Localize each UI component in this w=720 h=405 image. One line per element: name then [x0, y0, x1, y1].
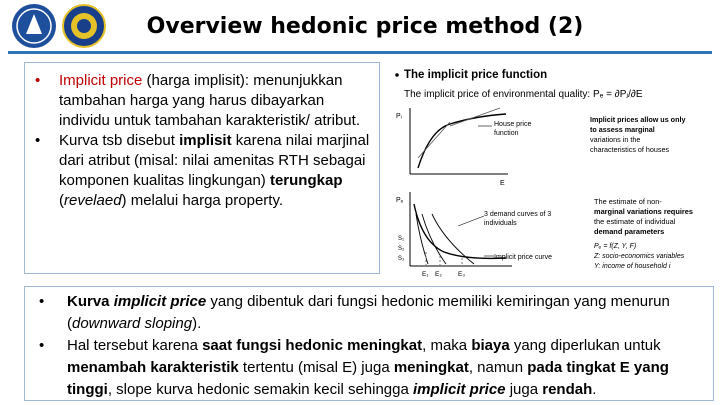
left-text-box: [24, 62, 380, 274]
house-price-label-1: House price: [494, 121, 532, 128]
university-emblem-icon: [12, 4, 56, 48]
text-run: Hal tersebut karena: [67, 337, 203, 354]
bold-run: terungkap: [269, 172, 343, 189]
left-bullet-implicit-price: [31, 71, 373, 131]
e1-label: E₁: [422, 271, 429, 278]
left-bullet-list: [25, 63, 379, 211]
text-run: yang dibentuk dari fungsi hedonic memiliki kemiringan yang menurun (: [67, 293, 670, 332]
implicit-price-curve-label: Implicit price curve: [494, 254, 552, 261]
note-top-line-4: characteristics of houses: [590, 145, 670, 154]
bold-italic-run: implicit price: [413, 381, 506, 398]
bullet-dot: •: [35, 132, 41, 149]
figure-heading: The implicit price function: [404, 69, 548, 81]
text-run: ) melalui harga property.: [121, 192, 284, 209]
note-bottom-line-1: The estimate of non-: [594, 197, 662, 206]
italic-run: revelaed: [64, 192, 122, 209]
italic-run: downward sloping: [72, 315, 193, 332]
bold-run: saat fungsi hedonic meningkat: [202, 337, 423, 354]
text-run: Kurva tsb disebut: [59, 132, 180, 149]
bold-run: menambah karakteristik: [67, 359, 239, 376]
legend-y: Y: income of household i: [594, 263, 671, 270]
bold-run: meningkat: [393, 359, 469, 376]
top-y-label: Pᵢ: [396, 113, 402, 120]
demand-label-1: 3 demand curves of 3: [484, 211, 552, 218]
bottom-y-label: Pₑ: [396, 197, 404, 204]
left-bullet-implisit: [31, 131, 373, 211]
bullet-dot: •: [35, 72, 41, 89]
note-bottom-line-3: the estimate of individual: [594, 217, 676, 226]
text-run: karena nilai marjinal dari atribut (misal: nilai amenitas RTH sebagai komponen kualitas lingkungan): [59, 132, 370, 189]
bullet-dot: •: [39, 293, 45, 310]
e2-label: E₂: [435, 271, 442, 278]
text-run: (: [59, 192, 64, 209]
term-implicit-price: Implicit price: [59, 72, 143, 89]
bold-run: rendah: [542, 381, 593, 398]
e3-label: E₃: [458, 271, 465, 278]
bold-italic-run: implicit price: [113, 293, 207, 310]
bold-run: biaya: [471, 337, 510, 354]
university-logo: [12, 4, 56, 48]
ministry-emblem-icon: [64, 6, 104, 46]
implicit-price-figure: [388, 64, 716, 286]
bold-run: implisit: [179, 132, 232, 149]
bottom-bullet-list: [25, 287, 713, 401]
s1-label: S₁: [398, 236, 405, 242]
bottom-bullet-downward-sloping: [31, 291, 707, 335]
figure-bullet: [395, 73, 399, 77]
legend-z: Z: socio-economics variables: [594, 253, 685, 260]
text-run: ).: [192, 315, 202, 332]
note-top-line-1: Implicit prices allow us only: [590, 115, 686, 124]
s3-label: S₃: [398, 256, 405, 262]
figure-formula: The implicit price of environmental quality: Pₑ = ∂Pⱼ/∂E: [404, 89, 643, 100]
s2-label: S₂: [398, 246, 405, 252]
text-run: tertentu (misal E) juga: [238, 359, 394, 376]
demand-label-2: individuals: [484, 220, 517, 227]
title-divider: [8, 51, 712, 54]
note-bottom-line-2: marginal variations requires: [594, 207, 693, 216]
bottom-bullet-explanation: [31, 335, 707, 401]
text-run: juga: [505, 381, 543, 398]
text-run: yang diperlukan untuk: [509, 337, 661, 354]
slide-title: Overview hedonic price method (2): [146, 14, 584, 39]
note-bottom-line-4: demand parameters: [594, 227, 665, 236]
bullet-text: (harga implisit): menunjukkan tambahan harga yang harus dibayarkan individu untuk tambahan karakteristik/ atribut.: [59, 72, 360, 129]
house-price-label-2: function: [494, 130, 519, 137]
note-top-line-2: to assess marginal: [590, 125, 655, 134]
text-run: , slope kurva hedonic semakin kecil sehingga: [107, 381, 413, 398]
demand-formula: Pₑ = f(Z, Y, F): [594, 243, 637, 250]
bullet-dot: •: [39, 337, 45, 354]
bottom-text-box: [24, 286, 714, 401]
note-top-line-3: variations in the: [590, 135, 641, 144]
bold-run: pada tingkat E yang tinggi: [67, 359, 669, 398]
bold-run: Kurva: [67, 293, 114, 310]
text-run: , maka: [422, 337, 472, 354]
text-run: , namun: [468, 359, 528, 376]
top-x-label: E: [500, 180, 505, 187]
text-run: .: [592, 381, 597, 398]
